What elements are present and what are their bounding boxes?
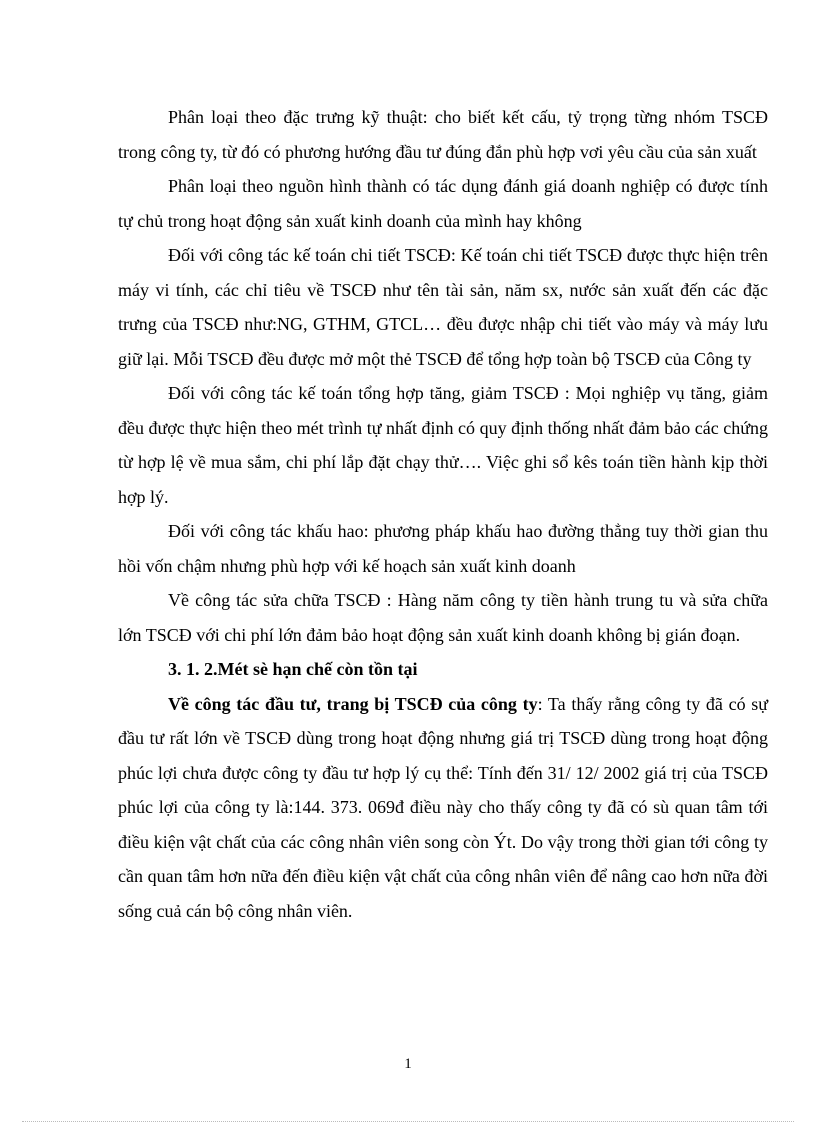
page-bottom-divider	[22, 1121, 794, 1122]
paragraph-detail-accounting: Đối với công tác kế toán chi tiết TSCĐ: Kế toán chi tiết TSCĐ được thực hiện trên máy vi tính, các chỉ tiêu về TSCĐ như tên tài sản, năm sx, nước sản xuất đến các đặc trưng của TSCĐ như:NG, GTHM, GTCL… đều được nhập chi tiết vào máy và máy lưu giữ lại. Mỗi TSCĐ đều được mở một thẻ TSCĐ để tổng hợp toàn bộ TSCĐ của Công ty	[118, 245, 768, 369]
paragraph-general-accounting: Đối với công tác kế toán tổng hợp tăng, giảm TSCĐ : Mọi nghiệp vụ tăng, giảm đều được thực hiện theo mét trình tự nhất định có quy định thống nhất đảm bảo các chứng từ hợp lệ về mua sắm, chi phí lắp đặt chạy thử…. Việc ghi sổ kês toán tiền hành kịp thời hợp lý.	[118, 383, 768, 507]
paragraph-classification-source: Phân loại theo nguồn hình thành có tác dụng đánh giá doanh nghiệp có được tính tự chủ trong hoạt động sản xuất kinh doanh của mình hay không	[118, 176, 768, 231]
paragraph-repair: Về công tác sửa chữa TSCĐ : Hàng năm công ty tiền hành trung tu và sửa chữa lớn TSCĐ với chi phí lớn đảm bảo hoạt động sản xuất kinh doanh không bị gián đoạn.	[118, 590, 768, 645]
paragraph-investment-body: : Ta thấy rằng công ty đã có sự đầu tư rất lớn về TSCĐ dùng trong hoạt động nhưng giá trị TSCĐ dùng trong hoạt động phúc lợi chưa được công ty đầu tư hợp lý cụ thể: Tính đến 31/ 12/ 2002 giá trị của TSCĐ phúc lợi của công ty là:144. 373. 069đ điều này cho thấy công ty đã có sù quan tâm tới điều kiện vật chất của các công nhân viên song còn Ýt. Do vậy trong thời gian tới công ty cần quan tâm hơn nữa đến điều kiện vật chất của công nhân viên để nâng cao hơn nữa đời sống cuả cán bộ công nhân viên.	[118, 693, 768, 921]
paragraph-investment	[118, 687, 768, 929]
paragraph-investment-lead: Về công tác đầu tư, trang bị TSCĐ của công ty	[168, 693, 538, 714]
section-heading: 3. 1. 2.Mét sè hạn chế còn tồn tại	[168, 659, 418, 679]
page-number: 1	[404, 1056, 412, 1072]
paragraph-classification-technical: Phân loại theo đặc trưng kỹ thuật: cho biết kết cấu, tỷ trọng từng nhóm TSCĐ trong công ty, từ đó có phương hướng đầu tư đúng đắn phù hợp vơi yêu cầu của sản xuất	[118, 107, 768, 162]
paragraph-depreciation: Đối với công tác khấu hao: phương pháp khấu hao đường thẳng tuy thời gian thu hồi vốn chậm nhưng phù hợp với kế hoạch sản xuất kinh doanh	[118, 521, 768, 576]
body-text	[118, 100, 768, 928]
